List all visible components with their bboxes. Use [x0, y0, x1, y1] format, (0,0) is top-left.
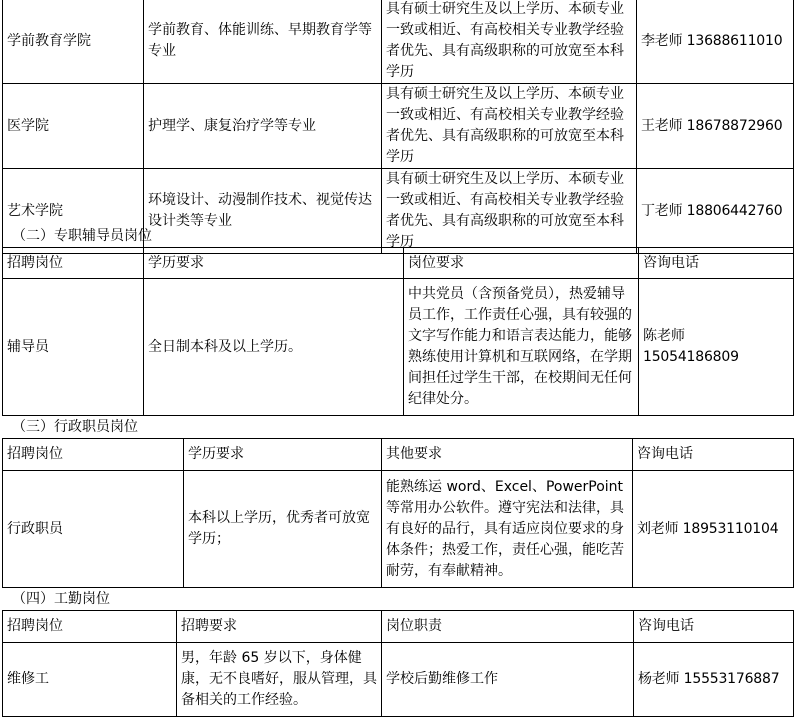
contact-cell: 杨老师 15553176887 [634, 643, 794, 717]
table-row [3, 471, 794, 588]
position-cell: 维修工 [3, 643, 177, 717]
major-cell: 护理学、康复治疗学等专业 [144, 84, 382, 169]
college-positions-table [2, 0, 794, 254]
header-other-requirement: 其他要求 [382, 439, 633, 471]
contact-phone: 15054186809 [643, 349, 739, 365]
header-education: 学历要求 [144, 248, 404, 279]
header-contact: 咨询电话 [634, 611, 794, 643]
header-position: 招聘岗位 [3, 611, 177, 643]
contact-name: 陈老师 [643, 328, 685, 344]
college-name: 学前教育学院 [3, 0, 144, 84]
header-duty: 岗位职责 [382, 611, 634, 643]
counselor-table [2, 247, 794, 416]
major-cell: 学前教育、体能训练、早期教育学等专业 [144, 0, 382, 84]
contact-cell: 李老师 13688611010 [637, 0, 794, 84]
major-cell: 环境设计、动漫制作技术、视觉传达设计类等专业 [144, 169, 382, 254]
contact-cell [639, 279, 794, 416]
college-name: 医学院 [3, 84, 144, 169]
contact-cell: 刘老师 18953110104 [633, 471, 794, 588]
section-title-admin: （三）行政职员岗位 [12, 419, 138, 435]
requirement-cell: 具有硕士研究生及以上学历、本硕专业一致或相近、有高校相关专业教学经验者优先、具有高级职称的可放宽至本科学历 [382, 0, 637, 84]
requirement-cell: 中共党员（含预备党员），热爱辅导员工作，工作责任心强，具有较强的文字写作能力和语言表达能力，能够熟练使用计算机和互联网络，在学期间担任过学生干部，在校期间无任何纪律处分。 [404, 279, 639, 416]
header-requirement: 岗位要求 [404, 248, 639, 279]
position-cell: 辅导员 [3, 279, 144, 416]
college-name: 艺术学院 [3, 169, 144, 254]
header-requirement: 招聘要求 [177, 611, 382, 643]
contact-cell: 丁老师 18806442760 [637, 169, 794, 254]
table-header-row [3, 439, 794, 471]
maintenance-table [2, 610, 794, 717]
section-title-maintenance: （四）工勤岗位 [12, 591, 110, 607]
requirement-cell: 具有硕士研究生及以上学历、本硕专业一致或相近、有高校相关专业教学经验者优先、具有高级职称的可放宽至本科学历 [382, 169, 637, 254]
requirement-cell: 具有硕士研究生及以上学历、本硕专业一致或相近、有高校相关专业教学经验者优先、具有高级职称的可放宽至本科学历 [382, 84, 637, 169]
table-row [3, 279, 794, 416]
header-contact: 咨询电话 [633, 439, 794, 471]
requirement-cell: 男，年龄 65 岁以下，身体健康，无不良嗜好，服从管理，具备相关的工作经验。 [177, 643, 382, 717]
duty-cell: 学校后勤维修工作 [382, 643, 634, 717]
table-header-row [3, 611, 794, 643]
header-position: 招聘岗位 [3, 248, 144, 279]
section-title-counselor: （二）专职辅导员岗位 [12, 228, 152, 244]
contact-cell: 王老师 18678872960 [637, 84, 794, 169]
education-cell: 本科以上学历，优秀者可放宽学历； [184, 471, 382, 588]
table-row [3, 0, 794, 84]
header-education: 学历要求 [184, 439, 382, 471]
requirement-cell: 能熟练运 word、Excel、PowerPoint 等常用办公软件。遵守宪法和法律，具有良好的品行，具有适应岗位要求的身体条件；热爱工作，责任心强，能吃苦耐劳，有奉献精神。 [382, 471, 633, 588]
admin-table [2, 438, 794, 588]
table-header-row [3, 248, 794, 279]
table-row [3, 84, 794, 169]
table-row [3, 643, 794, 717]
position-cell: 行政职员 [3, 471, 184, 588]
education-cell: 全日制本科及以上学历。 [144, 279, 404, 416]
header-position: 招聘岗位 [3, 439, 184, 471]
header-contact: 咨询电话 [639, 248, 794, 279]
